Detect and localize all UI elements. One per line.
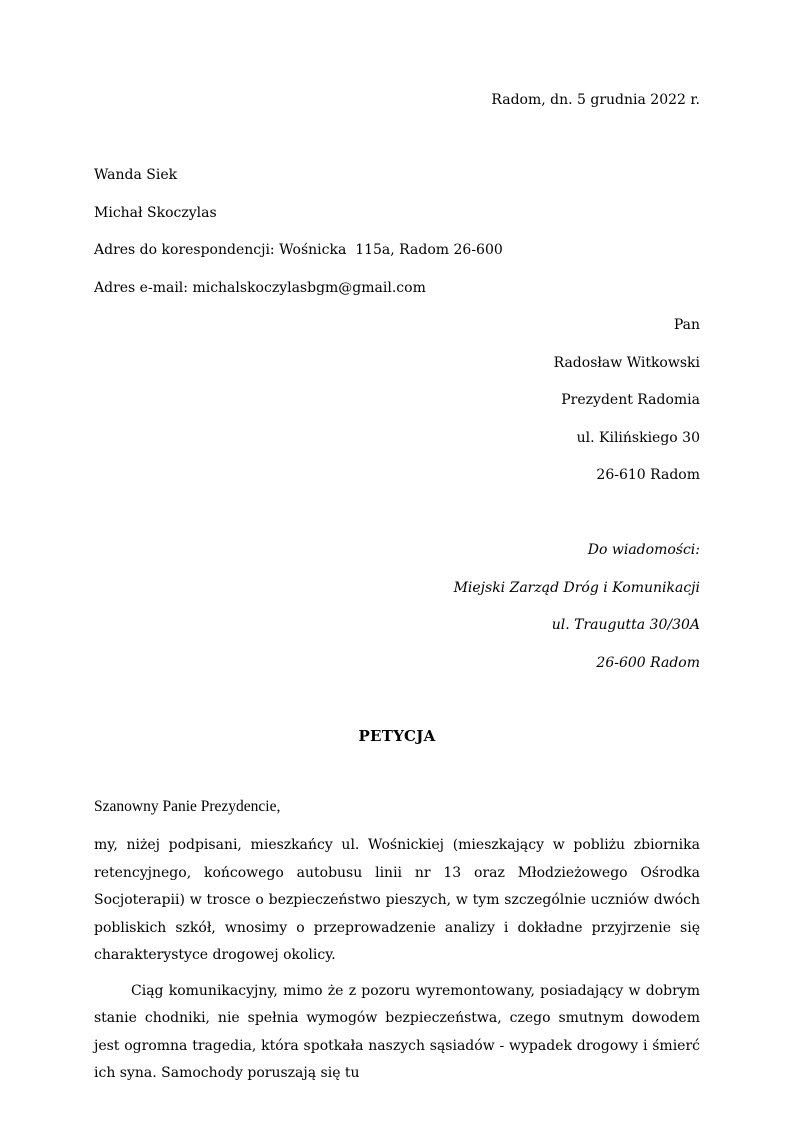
recipient-block bbox=[94, 313, 700, 487]
sender-block bbox=[94, 163, 700, 300]
cc-organization: Miejski Zarząd Dróg i Komunikacji bbox=[453, 579, 700, 596]
sender-postal-address: Adres do korespondencji: Wośnicka 115a, Radom 26-600 bbox=[94, 242, 503, 258]
date-line: Radom, dn. 5 grudnia 2022 r. bbox=[491, 92, 700, 108]
sender-name-1: Wanda Siek bbox=[94, 167, 178, 183]
petition-title: PETYCJA bbox=[358, 727, 436, 745]
recipient-name: Radosław Witkowski bbox=[553, 354, 700, 371]
sender-name-2: Michał Skoczylas bbox=[94, 204, 217, 221]
recipient-city: 26-610 Radom bbox=[596, 467, 700, 483]
recipient-title: Prezydent Radomia bbox=[561, 392, 700, 408]
cc-street: ul. Traugutta 30/30A bbox=[551, 617, 700, 633]
salutation: Szanowny Panie Prezydencie, bbox=[94, 798, 281, 815]
cc-block bbox=[94, 538, 700, 675]
body-paragraph-1: my, niżej podpisani, mieszkańcy ul. Wośnickiej (mieszkający w pobliżu zbiornika retencyjnego, końcowego autobusu linii nr 13 oraz Młodzieżowego Ośrodka Socjoterapii) w trosce o bezpieczeństwo pieszych, w tym szczególnie uczniów dwóch pobliskich szkół, wnosimy o przeprowadzenie analizy i dokładne przyjrzenie się charakterystyce drogowej okolicy. bbox=[94, 837, 700, 963]
recipient-honorific: Pan bbox=[673, 317, 700, 333]
cc-heading: Do wiadomości: bbox=[587, 542, 700, 558]
cc-city: 26-600 Radom bbox=[596, 654, 700, 671]
body-paragraph-2: Ciąg komunikacyjny, mimo że z pozoru wyremontowany, posiadający w dobrym stanie chodniki, nie spełnia wymogów bezpieczeństwa, czego smutnym dowodem jest ogromna tragedia, która spotkała naszych sąsiadów - wypadek drogowy i śmierć ich syna. Samochody poruszają się tu bbox=[94, 982, 700, 1081]
recipient-street: ul. Kilińskiego 30 bbox=[576, 429, 700, 446]
sender-email: Adres e-mail: michalskoczylasbgm@gmail.com bbox=[94, 279, 426, 296]
